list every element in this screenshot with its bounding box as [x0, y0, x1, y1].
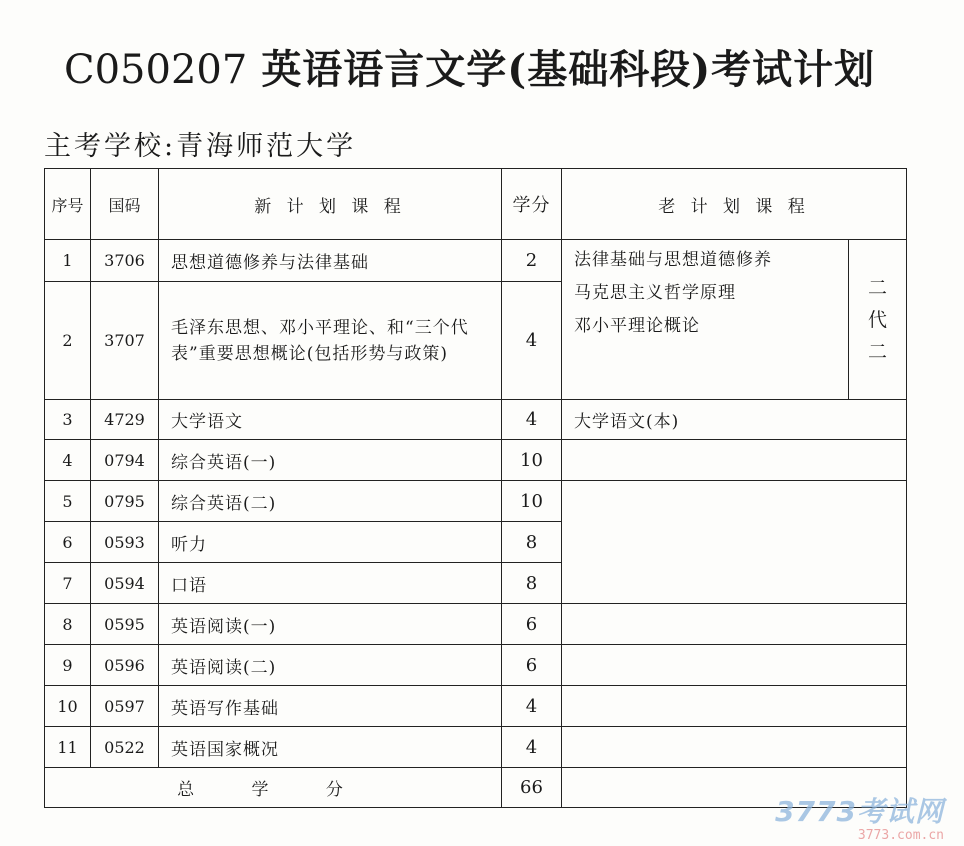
header-code: 国码	[91, 169, 159, 240]
row-code: 0594	[91, 563, 159, 604]
row-credit: 4	[502, 727, 562, 768]
row-credit: 8	[502, 563, 562, 604]
row-credit: 6	[502, 645, 562, 686]
header-credit: 学分	[502, 169, 562, 240]
row-credit: 6	[502, 604, 562, 645]
row-seq: 5	[45, 481, 91, 522]
row-credit: 2	[502, 240, 562, 282]
table-row	[45, 727, 907, 768]
row-code: 0595	[91, 604, 159, 645]
old-course-line: 马克思主义哲学原理	[574, 283, 736, 303]
row-code: 0597	[91, 686, 159, 727]
row-credit: 8	[502, 522, 562, 563]
row-seq: 3	[45, 400, 91, 440]
row-credit: 10	[502, 481, 562, 522]
total-credit: 66	[502, 768, 562, 808]
row-credit: 4	[502, 282, 562, 400]
old-course-empty	[562, 481, 907, 604]
watermark-url: 3773.com.cn	[857, 828, 944, 843]
substitution-note: 二 代 二	[849, 240, 907, 400]
row-seq: 11	[45, 727, 91, 768]
header-seq: 序号	[45, 169, 91, 240]
old-course-line: 法律基础与思想道德修养	[574, 250, 772, 270]
row-course: 英语阅读(一)	[159, 604, 502, 645]
row-course: 英语写作基础	[159, 686, 502, 727]
table-row	[45, 645, 907, 686]
row-code: 0794	[91, 440, 159, 481]
host-school: 主考学校:青海师范大学	[44, 131, 357, 162]
exam-plan-table	[44, 168, 907, 808]
row-credit: 4	[502, 686, 562, 727]
row-code: 0522	[91, 727, 159, 768]
row-credit: 10	[502, 440, 562, 481]
total-label: 总 学 分	[45, 768, 502, 808]
row-seq: 6	[45, 522, 91, 563]
site-watermark	[775, 790, 944, 843]
row-code: 3707	[91, 282, 159, 400]
row-course: 英语阅读(二)	[159, 645, 502, 686]
row-code: 3706	[91, 240, 159, 282]
row-course: 大学语文	[159, 400, 502, 440]
row-course: 综合英语(一)	[159, 440, 502, 481]
table-header-row	[45, 169, 907, 240]
old-course-empty	[562, 440, 907, 481]
watermark-logo-text: 3773考试网	[775, 795, 944, 828]
row-credit: 4	[502, 400, 562, 440]
table-row	[45, 481, 907, 522]
old-course-empty	[562, 604, 907, 645]
row-seq: 2	[45, 282, 91, 400]
row-seq: 8	[45, 604, 91, 645]
row-seq: 9	[45, 645, 91, 686]
header-old-course: 老 计 划 课 程	[562, 169, 907, 240]
row-code: 4729	[91, 400, 159, 440]
table-row	[45, 604, 907, 645]
row-course: 综合英语(二)	[159, 481, 502, 522]
row-course: 英语国家概况	[159, 727, 502, 768]
page-title	[64, 38, 875, 95]
old-course-line: 邓小平理论概论	[574, 316, 700, 336]
table-row	[45, 240, 907, 282]
row-code: 0593	[91, 522, 159, 563]
row-course: 听力	[159, 522, 502, 563]
old-course-group	[562, 240, 849, 400]
row-course: 毛泽东思想、邓小平理论、和“三个代表”重要思想概论(包括形势与政策)	[159, 282, 502, 400]
row-seq: 1	[45, 240, 91, 282]
table-row	[45, 400, 907, 440]
major-code: C050207	[64, 47, 248, 93]
row-seq: 7	[45, 563, 91, 604]
row-seq: 4	[45, 440, 91, 481]
old-course-row3: 大学语文(本)	[562, 400, 907, 440]
row-course: 思想道德修养与法律基础	[159, 240, 502, 282]
old-course-empty	[562, 727, 907, 768]
row-code: 0596	[91, 645, 159, 686]
table-row	[45, 686, 907, 727]
row-code: 0795	[91, 481, 159, 522]
old-course-empty	[562, 645, 907, 686]
header-new-course: 新 计 划 课 程	[159, 169, 502, 240]
table-row	[45, 440, 907, 481]
major-title: 英语语言文学(基础科段)考试计划	[261, 46, 876, 93]
row-course: 口语	[159, 563, 502, 604]
row-seq: 10	[45, 686, 91, 727]
old-course-empty	[562, 686, 907, 727]
